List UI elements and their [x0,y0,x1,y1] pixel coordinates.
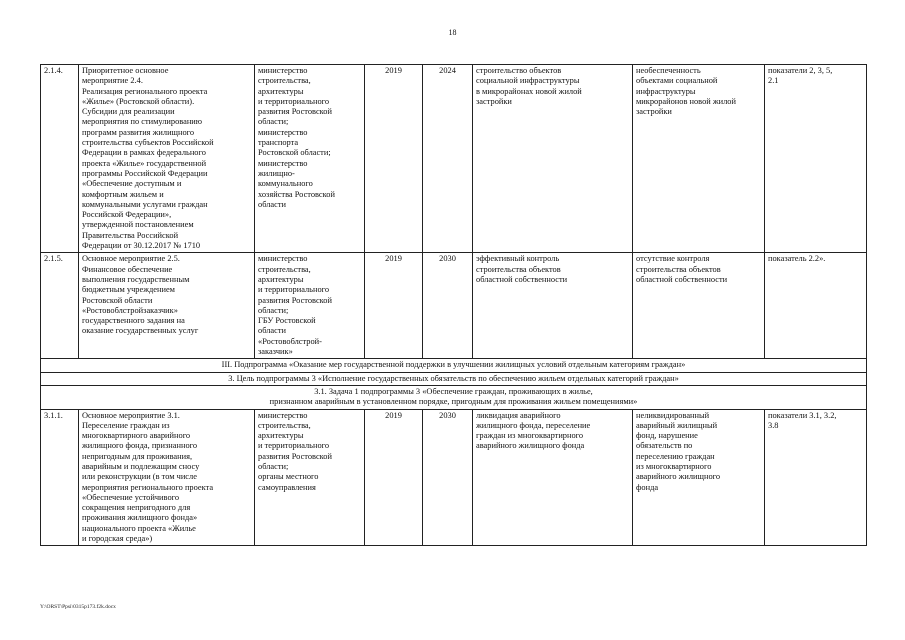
row-number: 2.1.5. [41,253,79,359]
text-line: коммунального [258,179,313,189]
text-line: Правительства Российской [82,230,179,240]
text-line: органы местного [258,472,319,482]
text-line: переселению граждан [636,451,715,461]
executor [255,65,365,253]
text-line: жилищно- [258,168,295,178]
subprogram-header-row [41,359,867,372]
text-line: жилищного фонда, переселение [476,420,591,430]
text-line: в микрорайонах новой жилой [476,86,582,96]
text-line: показатели 3.1, 3.2, [768,410,837,420]
text-line: министерство [258,254,308,264]
text-line: 3.8 [768,420,779,430]
non-implementation-consequence [633,409,765,546]
text-line: из многоквартирного [636,461,712,471]
text-line: развития Ростовской [258,451,332,461]
start-year: 2019 [365,409,423,546]
goal-header-row [41,372,867,385]
measures-table [40,64,867,546]
task-header [41,385,867,409]
text-line: неликвидированный [636,410,710,420]
text-line: мероприятия по стимулированию [82,117,203,127]
text-line: областной собственности [476,274,568,284]
text-line: или реконструкции (в том числе [82,472,197,482]
row-number: 2.1.4. [41,65,79,253]
indicator-link [765,253,867,359]
text-line: Ростовской области; [258,148,331,158]
text-line: развития Ростовской [258,295,332,305]
text-line: социальной инфраструктуры [476,76,580,86]
text-line: утвержденной постановлением [82,220,194,230]
text-line: строительства субъектов Российской [82,138,214,148]
text-line: заказчик» [258,347,293,357]
text-line: «Обеспечение доступным и [82,179,182,189]
end-year: 2030 [423,409,473,546]
text-line: ликвидация аварийного [476,410,561,420]
text-line: и территориального [258,96,330,106]
goal-header: 3. Цель подпрограммы 3 «Исполнение государственных обязательств по обеспечению жильем отдельных категорий граждан» [41,372,867,385]
text-line: Финансовое обеспечение [82,264,173,274]
text-line: министерство [258,127,308,137]
text-line: министерство [258,66,308,75]
end-year: 2030 [423,253,473,359]
row-number: 3.1.1. [41,409,79,546]
text-line: развития Ростовской [258,107,332,117]
text-line: ГБУ Ростовской [258,316,316,326]
text-line: бюджетным учреждением [82,285,175,295]
text-line: государственного задания на [82,316,185,326]
text-line: программы Российской Федерации [82,168,208,178]
text-line: архитектуры [258,431,304,441]
start-year: 2019 [365,253,423,359]
indicator-link [765,409,867,546]
text-line: Переселение граждан из [82,420,170,430]
file-path-footer: Y:\ORST\Ppsi\0315p173.f2k.docx [40,604,116,610]
text-line: строительство объектов [476,66,562,75]
text-line: области [258,326,286,336]
text-line: мероприятие 2.4. [82,76,143,86]
text-line: области; [258,461,289,471]
text-line: строительства объектов [636,264,721,274]
expected-result [473,409,633,546]
text-line: Основное мероприятие 3.1. [82,410,180,420]
text-line: проживания жилищного фонда» [82,513,198,523]
text-line: 2.1 [768,76,779,86]
end-year: 2024 [423,65,473,253]
text-line: Основное мероприятие 2.5. [82,254,180,264]
start-year: 2019 [365,65,423,253]
text-line: «Ростовоблстройзаказчик» [82,305,178,315]
executor [255,253,365,359]
text-line: Ростовской области [82,295,153,305]
text-line: инфраструктуры [636,86,696,96]
text-line: необеспеченность [636,66,701,75]
text-line: Федерации от 30.12.2017 № 1710 [82,241,201,251]
text-line: эффективный контроль [476,254,560,264]
text-line: «Ростовоблстрой- [258,336,322,346]
text-line: Приоритетное основное [82,66,169,75]
measure-name [79,409,255,546]
text-line: самоуправления [258,482,316,492]
text-line: жилищного фонда, признанного [82,441,198,451]
text-line: аварийного жилищного [636,472,721,482]
text-line: показатели 2, 3, 5, [768,66,833,75]
text-line: национального проекта «Жилье [82,523,196,533]
text-line: строительства, [258,420,311,430]
non-implementation-consequence [633,65,765,253]
text-line: Субсидии для реализации [82,107,175,117]
text-line: Реализация регионального проекта [82,86,208,96]
text-line: сокращения непригодного для [82,503,191,513]
subprogram-header: III. Подпрограмма «Оказание мер государственной поддержки в улучшении жилищных условий отдельным категориям граждан» [41,359,867,372]
text-line: и территориального [258,285,330,295]
text-line: Российской Федерации», [82,210,172,220]
measure-name [79,65,255,253]
text-line: комфортным жильем и [82,189,164,199]
text-line: микрорайонов новой жилой [636,96,736,106]
text-line: архитектуры [258,86,304,96]
text-line: области; [258,305,289,315]
text-line: транспорта [258,138,299,148]
text-line: фонда [636,482,659,492]
text-line: областной собственности [636,274,728,284]
text-line: оказание государственных услуг [82,326,199,336]
text-line: хозяйства Ростовской [258,189,335,199]
expected-result [473,65,633,253]
text-line: Федерации в рамках федерального [82,148,206,158]
text-line: отсутствие контроля [636,254,710,264]
text-line: аварийного жилищного фонда [476,441,585,451]
text-line: фонд, нарушение [636,431,698,441]
text-line: министерство [258,158,308,168]
text-line: коммунальными услугами граждан [82,199,208,209]
text-line: «Обеспечение устойчивого [82,492,180,502]
text-line: строительства, [258,264,311,274]
non-implementation-consequence [633,253,765,359]
text-line: области [258,199,286,209]
expected-result [473,253,633,359]
text-line: аварийный жилищный [636,420,718,430]
text-line: выполнения государственным [82,274,190,284]
text-line: и городская среда») [82,534,153,544]
table-row-3-1-1 [41,409,867,546]
text-line: 3.1. Задача 1 подпрограммы 3 «Обеспечение граждан, проживающих в жилье, [314,386,593,396]
executor [255,409,365,546]
text-line: программ развития жилищного [82,127,195,137]
text-line: строительства объектов [476,264,561,274]
page-number: 18 [448,28,457,37]
text-line: объектами социальной [636,76,718,86]
table-row-2-1-4 [41,65,867,253]
measure-name [79,253,255,359]
text-line: признанном аварийным в установленном порядке, пригодным для проживания жильем помещениями» [269,397,638,407]
text-line: и территориального [258,441,330,451]
text-line: многоквартирного аварийного [82,431,191,441]
text-line: архитектуры [258,274,304,284]
text-line: граждан из многоквартирного [476,431,584,441]
text-line: аварийным и подлежащим сносу [82,461,200,471]
task-header-row [41,385,867,409]
text-line: области; [258,117,289,127]
text-line: проекта «Жилье» государственной [82,158,207,168]
table-row-2-1-5 [41,253,867,359]
text-line: строительства, [258,76,311,86]
text-line: обязательств по [636,441,693,451]
text-line: застройки [476,96,512,106]
text-line: показатель 2.2». [768,254,826,264]
text-line: мероприятия регионального проекта [82,482,214,492]
text-line: министерство [258,410,308,420]
text-line: «Жилье» (Ростовской области). [82,96,195,106]
indicator-link [765,65,867,253]
text-line: непригодным для проживания, [82,451,193,461]
text-line: застройки [636,107,672,117]
